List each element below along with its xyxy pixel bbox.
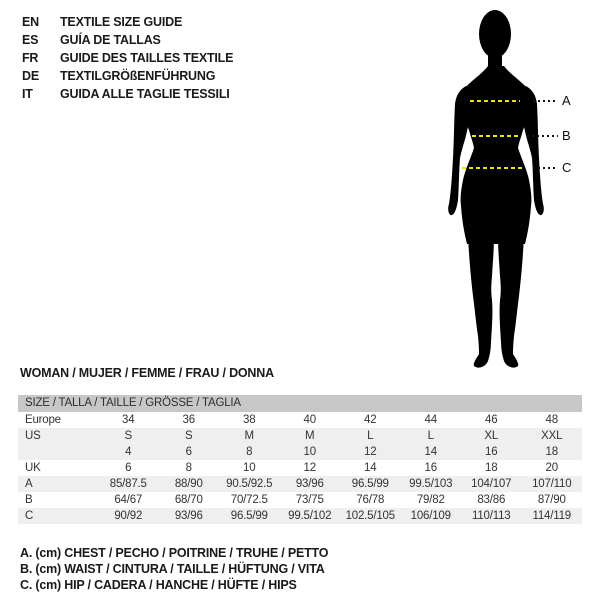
size-cell: 14	[424, 446, 437, 458]
legend-line: A. (cm) CHEST / PECHO / POITRINE / TRUHE / PETTO	[20, 546, 329, 560]
size-cell: 10	[243, 462, 256, 474]
size-cell: 70/72.5	[230, 494, 268, 506]
size-cell: 18	[485, 462, 498, 474]
language-row	[22, 49, 233, 67]
language-row	[22, 13, 233, 31]
row-label: US	[25, 430, 41, 442]
size-cell: XXL	[541, 430, 563, 442]
size-cell: 64/67	[114, 494, 143, 506]
marker-label-chest: A	[562, 93, 571, 108]
size-cell: L	[367, 430, 374, 442]
size-table-header: SIZE / TALLA / TAILLE / GRÖSSE / TAGLIA	[18, 395, 582, 412]
size-cell: 18	[545, 446, 558, 458]
size-cell: 83/86	[477, 494, 506, 506]
woman-silhouette	[448, 10, 544, 368]
row-label: A	[25, 478, 33, 490]
size-cell: 34	[122, 414, 135, 426]
size-cell: 20	[545, 462, 558, 474]
marker-label-waist: B	[562, 128, 571, 143]
row-label: C	[25, 510, 34, 522]
size-cell: S	[124, 430, 132, 442]
size-cell: 107/110	[532, 478, 572, 490]
size-cell: 93/96	[174, 510, 203, 522]
size-cell: XL	[484, 430, 499, 442]
size-cell: 40	[303, 414, 316, 426]
silhouette-right-leg	[498, 208, 525, 368]
size-cell: 90.5/92.5	[226, 478, 273, 490]
size-cell: 76/78	[356, 494, 385, 506]
size-cell: 99.5/102	[288, 510, 332, 522]
size-cell: 12	[364, 446, 377, 458]
marker-label-hip: C	[562, 160, 572, 175]
language-label: GUIDA ALLE TAGLIE TESSILI	[60, 87, 230, 101]
language-row	[22, 85, 233, 103]
language-row	[22, 67, 233, 85]
size-cell: S	[185, 430, 193, 442]
size-cell: 38	[243, 414, 256, 426]
size-table-row	[18, 508, 582, 524]
legend-line: C. (cm) HIP / CADERA / HANCHE / HÜFTE / HIPS	[20, 578, 297, 592]
size-cell: 87/90	[537, 494, 566, 506]
size-cell: L	[427, 430, 434, 442]
size-cell: 4	[125, 446, 132, 458]
size-table-row	[18, 428, 582, 444]
row-label: UK	[25, 462, 41, 474]
language-code: ES	[22, 33, 39, 47]
size-cell: 8	[185, 462, 192, 474]
size-cell: 96.5/99	[230, 510, 268, 522]
language-label: GUIDE DES TAILLES TEXTILE	[60, 51, 234, 65]
language-code: DE	[22, 69, 39, 83]
size-cell: 16	[485, 446, 498, 458]
size-cell: 46	[485, 414, 498, 426]
size-cell: 102.5/105	[345, 510, 395, 522]
size-cell: 73/75	[295, 494, 324, 506]
size-cell: M	[244, 430, 254, 442]
size-table-row	[18, 476, 582, 492]
size-table	[18, 395, 582, 524]
language-guide	[22, 13, 233, 103]
language-label: GUÍA DE TALLAS	[60, 33, 161, 47]
size-cell: 96.5/99	[351, 478, 389, 490]
size-cell: 93/96	[295, 478, 324, 490]
row-label: B	[25, 494, 33, 506]
size-cell: 14	[364, 462, 377, 474]
size-cell: 90/92	[114, 510, 143, 522]
language-label: TEXTILGRÖßENFÜHRUNG	[60, 69, 216, 83]
size-table-row	[18, 492, 582, 508]
size-cell: 44	[424, 414, 437, 426]
size-table-row	[18, 460, 582, 476]
size-table-body	[18, 412, 582, 524]
woman-silhouette-graphic	[440, 6, 600, 372]
section-title: WOMAN / MUJER / FEMME / FRAU / DONNA	[20, 366, 274, 380]
size-cell: 79/82	[416, 494, 445, 506]
size-cell: 110/113	[472, 510, 511, 522]
language-code: IT	[22, 87, 33, 101]
size-cell: 6	[125, 462, 132, 474]
size-cell: 104/107	[471, 478, 512, 490]
size-cell: 88/90	[174, 478, 203, 490]
row-label	[18, 444, 98, 460]
size-cell: 85/87.5	[109, 478, 147, 490]
size-cell: 10	[303, 446, 316, 458]
size-cell: 16	[424, 462, 437, 474]
size-cell: 106/109	[410, 510, 451, 522]
language-row	[22, 31, 233, 49]
size-cell: 36	[182, 414, 195, 426]
legend-line: B. (cm) WAIST / CINTURA / TAILLE / HÜFTUNG / VITA	[20, 562, 325, 576]
size-cell: 68/70	[174, 494, 203, 506]
size-cell: 6	[185, 446, 192, 458]
measurement-legend	[20, 545, 328, 593]
language-label: TEXTILE SIZE GUIDE	[60, 15, 183, 29]
woman-figure	[440, 6, 600, 372]
size-table-row	[18, 444, 582, 460]
row-label: Europe	[25, 414, 61, 426]
size-cell: 99.5/103	[409, 478, 453, 490]
silhouette-left-leg	[467, 208, 494, 368]
size-cell: 114/119	[532, 510, 571, 522]
size-cell: 12	[303, 462, 316, 474]
size-cell: 42	[364, 414, 377, 426]
size-table-row	[18, 412, 582, 428]
size-cell: 48	[545, 414, 558, 426]
language-code: FR	[22, 51, 39, 65]
language-code: EN	[22, 15, 39, 29]
size-cell: 8	[246, 446, 253, 458]
size-cell: M	[305, 430, 315, 442]
